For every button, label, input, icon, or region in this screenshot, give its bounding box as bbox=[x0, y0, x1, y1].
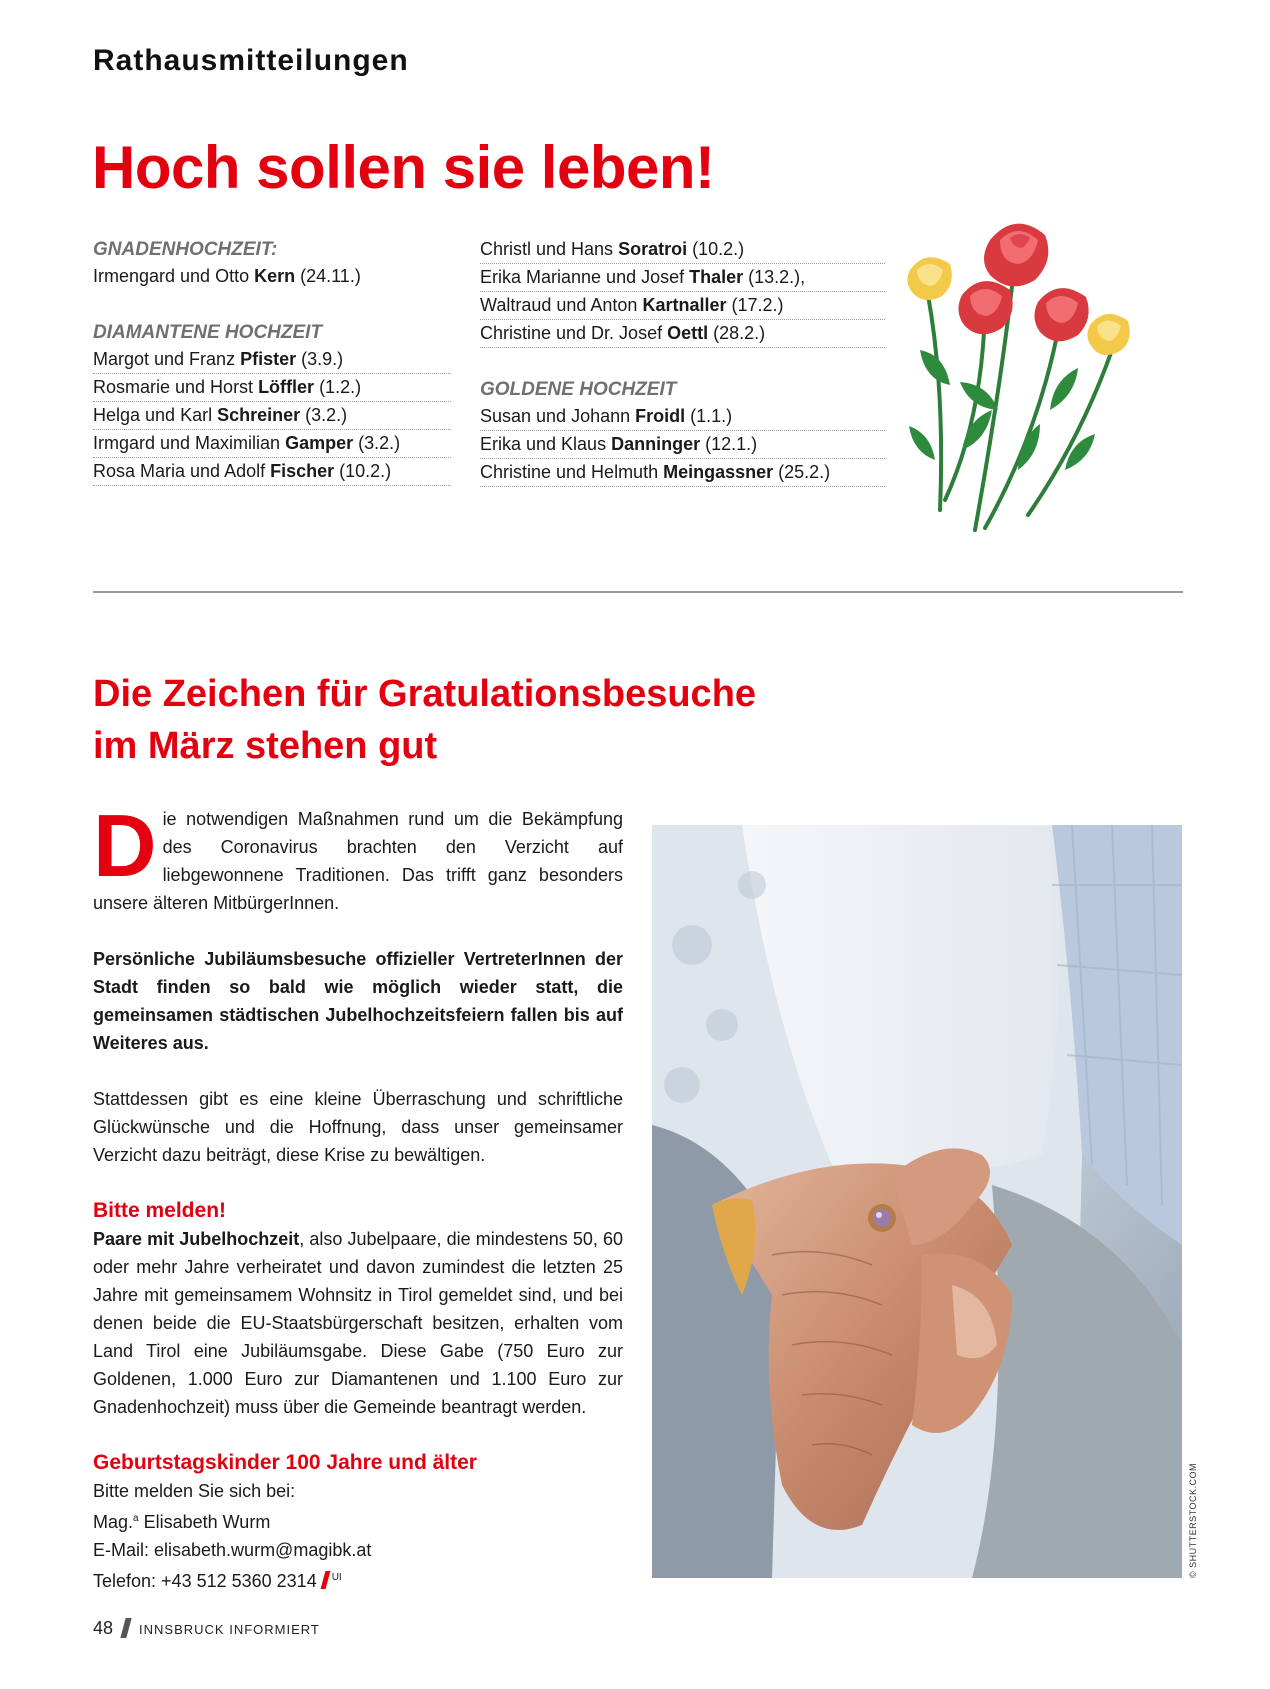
couple-surname: Thaler bbox=[689, 267, 744, 287]
signature-slash-icon bbox=[320, 1571, 330, 1589]
couple-row bbox=[480, 236, 885, 264]
anniversary-date: (25.2.) bbox=[773, 462, 831, 482]
magazine-name: INNSBRUCK INFORMIERT bbox=[139, 1622, 320, 1637]
anniversary-date: (13.2.), bbox=[743, 267, 806, 287]
contact-title-sup: a bbox=[133, 1513, 139, 1524]
category-heading: GNADENHOCHZEIT: bbox=[93, 239, 278, 260]
couple-surname: Schreiner bbox=[217, 405, 301, 425]
anniversary-date: (1.2.) bbox=[314, 377, 362, 397]
section-divider bbox=[93, 591, 1183, 593]
couple-row bbox=[93, 458, 451, 486]
footer-slash-icon bbox=[120, 1618, 131, 1638]
couple-row bbox=[480, 459, 885, 487]
anniversary-date: (10.2.) bbox=[334, 461, 392, 481]
couple-surname: Froidl bbox=[635, 406, 686, 426]
author-signature: UI bbox=[331, 1572, 342, 1583]
paragraph-four bbox=[93, 1225, 623, 1421]
anniversary-date: (1.1.) bbox=[685, 406, 733, 426]
contact-phone-text: Telefon: +43 512 5360 2314 bbox=[93, 1571, 317, 1591]
couple-surname: Gamper bbox=[285, 433, 354, 453]
couple-first-names: Helga und Karl bbox=[93, 405, 218, 425]
couple-surname: Danninger bbox=[611, 434, 701, 454]
couple-first-names: Susan und Johann bbox=[480, 406, 636, 426]
category-heading: DIAMANTENE HOCHZEIT bbox=[93, 322, 323, 343]
article-title bbox=[93, 668, 756, 772]
couple-row bbox=[93, 402, 451, 430]
jubilee-list-right bbox=[480, 236, 885, 487]
intro-paragraph bbox=[93, 796, 623, 917]
paragraph-four-text: , also Jubelpaare, die mindestens 50, 60 oder mehr Jahre verheiratet und davon zumindest die letzten 25 Jahre mit gemeinsamem Wohnsitz in Tirol gemeldet sind, und bei denen beide die EU-Staatsbürgerschaft besitzen, erhalten vom Land Tirol eine Jubiläumsgabe. Diese Gabe (750 Euro zur Goldenen, 1.000 Euro zur Diamantenen und 1.100 Euro zur Gnadenhochzeit) muss über die Gemeinde beantragt werden. bbox=[93, 1229, 623, 1417]
couple-first-names: Christine und Helmuth bbox=[480, 462, 664, 482]
anniversary-date: (28.2.) bbox=[708, 323, 766, 343]
anniversary-date: (17.2.) bbox=[726, 295, 784, 315]
contact-intro: Bitte melden Sie sich bei: bbox=[93, 1481, 296, 1501]
couple-first-names: Irmgard und Maximilian bbox=[93, 433, 286, 453]
jubilee-list-left bbox=[93, 236, 451, 486]
couple-first-names: Rosmarie und Horst bbox=[93, 377, 259, 397]
couple-row bbox=[480, 403, 885, 431]
couple-first-names: Erika und Klaus bbox=[480, 434, 612, 454]
paragraph-four-bold: Paare mit Jubelhochzeit bbox=[93, 1229, 300, 1249]
contact-name bbox=[93, 1505, 623, 1536]
page-number: 48 bbox=[93, 1618, 114, 1638]
anniversary-date: (3.2.) bbox=[353, 433, 401, 453]
contact-title: Mag. bbox=[93, 1512, 134, 1532]
dropcap: D bbox=[93, 796, 157, 895]
couple-surname: Kern bbox=[254, 266, 296, 286]
intro-text: ie notwendigen Maßnahmen rund um die Bekämpfung des Coronavirus brachten den Verzicht auf liebgewonnene Traditionen. Das trifft ganz besonders unsere älteren MitbürgerInnen. bbox=[93, 809, 623, 913]
photo-credit: © SHUTTERSTOCK.COM bbox=[1188, 1463, 1198, 1578]
roses-illustration bbox=[890, 210, 1150, 540]
couple-surname: Meingassner bbox=[663, 462, 774, 482]
couple-row bbox=[93, 430, 451, 458]
couple-first-names: Christl und Hans bbox=[480, 239, 619, 259]
subheading-geburtstagskinder: Geburtstagskinder 100 Jahre und älter bbox=[93, 1451, 477, 1474]
couple-surname: Löffler bbox=[258, 377, 315, 397]
section-label: Rathausmitteilungen bbox=[93, 44, 409, 77]
couple-surname: Soratroi bbox=[618, 239, 688, 259]
couple-first-names: Margot und Franz bbox=[93, 349, 241, 369]
bold-paragraph: Persönliche Jubiläumsbesuche offizieller VertreterInnen der Stadt finden so bald wie möglich wieder statt, die gemeinsamen städtischen Jubelhochzeitsfeiern fallen bis auf Weiteres aus. bbox=[93, 949, 623, 1053]
couple-surname: Kartnaller bbox=[642, 295, 727, 315]
couple-row bbox=[480, 320, 885, 348]
contact-email[interactable]: E-Mail: elisabeth.wurm@magibk.at bbox=[93, 1540, 372, 1560]
couple-surname: Fischer bbox=[270, 461, 335, 481]
contact-block bbox=[93, 1477, 623, 1595]
list-gap bbox=[480, 348, 885, 376]
couple-row bbox=[93, 346, 451, 374]
anniversary-date: (12.1.) bbox=[700, 434, 758, 454]
couple-row bbox=[480, 431, 885, 459]
couple-first-names: Erika Marianne und Josef bbox=[480, 267, 690, 287]
couple-row bbox=[480, 292, 885, 320]
page-title: Hoch sollen sie leben! bbox=[92, 134, 715, 201]
list-gap bbox=[93, 291, 451, 319]
article-title-line2: im März stehen gut bbox=[93, 725, 438, 767]
category-heading: GOLDENE HOCHZEIT bbox=[480, 379, 677, 400]
anniversary-date: (3.9.) bbox=[296, 349, 344, 369]
hands-photo bbox=[652, 825, 1182, 1578]
contact-name-text: Elisabeth Wurm bbox=[138, 1512, 271, 1532]
couple-first-names: Waltraud und Anton bbox=[480, 295, 643, 315]
couple-row bbox=[93, 374, 451, 402]
article-body bbox=[93, 796, 623, 1595]
couple-first-names: Christine und Dr. Josef bbox=[480, 323, 668, 343]
article-title-line1: Die Zeichen für Gratulationsbesuche bbox=[93, 673, 757, 715]
anniversary-date: (10.2.) bbox=[687, 239, 745, 259]
paragraph-three: Stattdessen gibt es eine kleine Überraschung und schriftliche Glückwünsche und die Hoffnung, dass unser gemeinsamer Verzicht dazu beiträgt, diese Krise zu bewältigen. bbox=[93, 1089, 623, 1165]
couple-first-names: Rosa Maria und Adolf bbox=[93, 461, 271, 481]
couple-surname: Oettl bbox=[667, 323, 709, 343]
couple-first-names: Irmengard und Otto bbox=[93, 266, 255, 286]
couple-row bbox=[480, 264, 885, 292]
couple-row bbox=[93, 263, 451, 291]
contact-phone bbox=[93, 1564, 623, 1595]
couple-surname: Pfister bbox=[240, 349, 297, 369]
anniversary-date: (24.11.) bbox=[295, 266, 361, 286]
subheading-bitte-melden: Bitte melden! bbox=[93, 1199, 227, 1222]
page-footer bbox=[93, 1618, 320, 1639]
anniversary-date: (3.2.) bbox=[300, 405, 348, 425]
